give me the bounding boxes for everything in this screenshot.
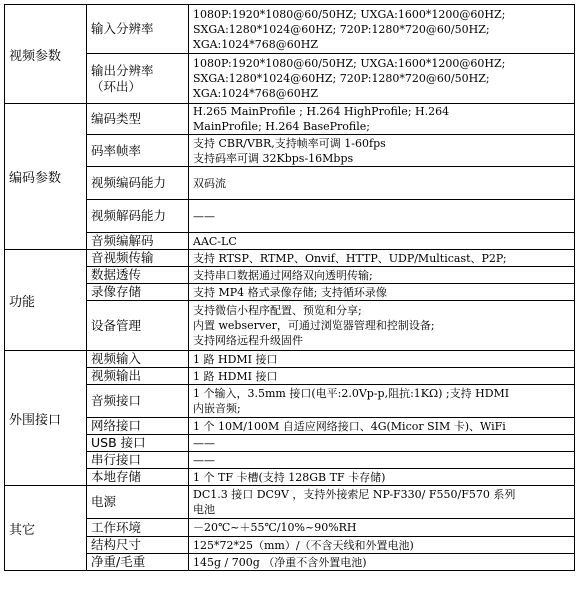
param-name: 码率帧率: [87, 135, 189, 167]
param-name: 网络接口: [87, 418, 189, 435]
param-value: H.265 MainProfile ; H.264 HighProfile; H.264 MainProfile; H.264 BaseProfile;: [189, 104, 575, 135]
spec-row: [5, 267, 575, 284]
spec-row: [5, 135, 575, 167]
param-value: 双码流: [189, 167, 575, 200]
param-name: 视频解码能力: [87, 200, 189, 233]
param-value: 1080P:1920*1080@60/50HZ; UXGA:1600*1200@60HZ; SXGA:1280*1024@60HZ; 720P:1280*720@60/50HZ; XGA:1024*768@60HZ: [189, 5, 575, 54]
spec-row: [5, 519, 575, 537]
param-name: 编码类型: [87, 104, 189, 135]
param-name: 音视频传输: [87, 250, 189, 267]
spec-row: [5, 167, 575, 200]
section-category: 其它: [5, 486, 87, 571]
spec-row: [5, 5, 575, 54]
param-value: 125*72*25（mm）/（不含天线和外置电池): [189, 537, 575, 554]
param-name: 视频输入: [87, 351, 189, 368]
spec-row: [5, 554, 575, 571]
spec-table-body: [5, 5, 575, 571]
param-value: 支持串口数据通过网络双向透明传输;: [189, 267, 575, 284]
section-category: 功能: [5, 250, 87, 351]
spec-row: [5, 233, 575, 250]
param-name: 电源: [87, 486, 189, 519]
param-value: AAC-LC: [189, 233, 575, 250]
param-value: ——: [189, 435, 575, 452]
param-name: 视频编码能力: [87, 167, 189, 200]
spec-row: [5, 418, 575, 435]
spec-row: [5, 301, 575, 351]
param-name: 本地存储: [87, 469, 189, 486]
param-value: 支持微信小程序配置、预览和分享; 内置 webserver，可通过浏览器管理和控制设备; 支持网络远程升级固件: [189, 301, 575, 351]
spec-row: [5, 200, 575, 233]
spec-row: [5, 435, 575, 452]
param-name: 工作环境: [87, 519, 189, 537]
param-value: －20℃~＋55℃/10%~90%RH: [189, 519, 575, 537]
spec-row: [5, 385, 575, 418]
spec-table: [4, 4, 575, 571]
spec-row: [5, 368, 575, 385]
spec-row: [5, 250, 575, 267]
spec-row: [5, 284, 575, 301]
section-category: 编码参数: [5, 104, 87, 250]
param-value: 1 个 TF 卡槽(支持 128GB TF 卡存储): [189, 469, 575, 486]
param-value: 1 个 10M/100M 自适应网络接口、4G(Micor SIM 卡)、WiFi: [189, 418, 575, 435]
spec-row: [5, 537, 575, 554]
spec-row: [5, 54, 575, 104]
param-name: 视频输出: [87, 368, 189, 385]
param-value: 支持 RTSP、RTMP、Onvif、HTTP、UDP/Multicast、P2P;: [189, 250, 575, 267]
param-value: ——: [189, 452, 575, 469]
param-name: 数据透传: [87, 267, 189, 284]
param-value: 1 个输入，3.5mm 接口(电平:2.0Vp-p,阻抗:1KΩ) ;支持 HDMI 内嵌音频;: [189, 385, 575, 418]
param-value: DC1.3 接口 DC9V ，支持外接索尼 NP-F330/ F550/F570 系列 电池: [189, 486, 575, 519]
spec-row: [5, 351, 575, 368]
param-name: 输出分辨率 （环出）: [87, 54, 189, 104]
spec-row: [5, 469, 575, 486]
spec-row: [5, 452, 575, 469]
param-value: 1 路 HDMI 接口: [189, 351, 575, 368]
param-name: 录像存储: [87, 284, 189, 301]
param-value: 支持 MP4 格式录像存储; 支持循环录像: [189, 284, 575, 301]
param-name: 输入分辨率: [87, 5, 189, 54]
param-name: 结构尺寸: [87, 537, 189, 554]
spec-row: [5, 486, 575, 519]
param-name: USB 接口: [87, 435, 189, 452]
param-name: 净重/毛重: [87, 554, 189, 571]
param-value: ——: [189, 200, 575, 233]
section-category: 外围接口: [5, 351, 87, 486]
param-value: 支持 CBR/VBR,支持帧率可调 1-60fps 支持码率可调 32Kbps-16Mbps: [189, 135, 575, 167]
spec-row: [5, 104, 575, 135]
param-value: 1080P:1920*1080@60/50HZ; UXGA:1600*1200@60HZ; SXGA:1280*1024@60HZ; 720P:1280*720@60/50HZ; XGA:1024*768@60HZ: [189, 54, 575, 104]
param-name: 串行接口: [87, 452, 189, 469]
param-name: 音频编解码: [87, 233, 189, 250]
section-category: 视频参数: [5, 5, 87, 104]
param-value: 145g / 700g （净重不含外置电池): [189, 554, 575, 571]
param-name: 音频接口: [87, 385, 189, 418]
param-value: 1 路 HDMI 接口: [189, 368, 575, 385]
param-name: 设备管理: [87, 301, 189, 351]
